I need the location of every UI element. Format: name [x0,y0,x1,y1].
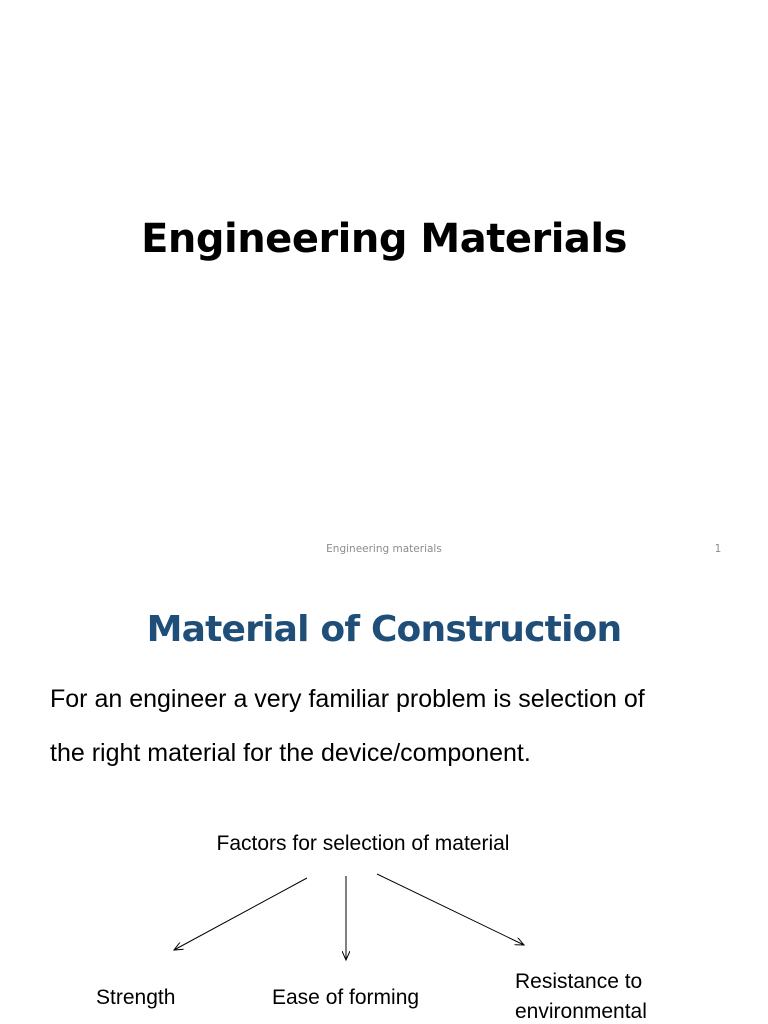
factor-resistance: Resistance to environmental [515,970,647,1023]
slide-2 [0,576,768,1024]
slide-title: Material of Construction [146,609,622,650]
arrow-to-resistance [377,874,524,945]
factor-ease-of-forming: Ease of forming [272,986,420,1009]
slide-footer: Engineering materials [326,543,442,555]
page-number: 1 [714,543,722,555]
body-line-2: the right material for the device/component. [50,739,531,767]
slide-title: Engineering Materials [141,216,627,262]
diagram-arrows [0,576,768,1024]
diagram-root-label: Factors for selection of material [216,832,510,855]
body-line-1: For an engineer a very familiar problem is selection of [50,685,645,713]
arrow-to-strength [174,878,307,950]
factor-strength: Strength [96,986,176,1009]
